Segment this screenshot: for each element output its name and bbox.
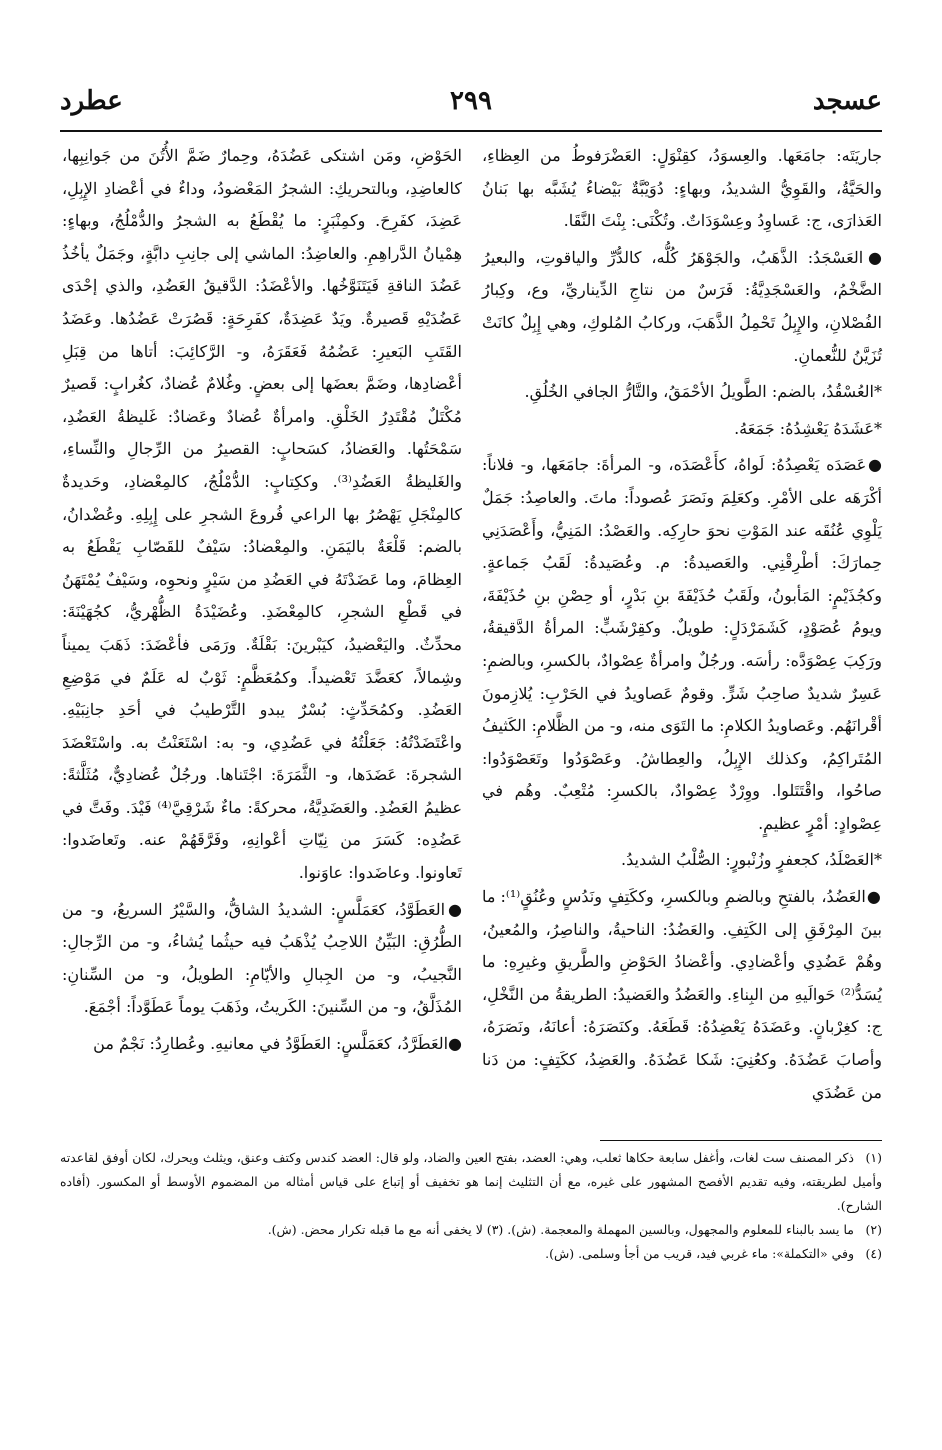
left-column [62, 140, 463, 1054]
header-left-word: عطرد [60, 86, 123, 116]
entry-atarrad: ●العَطَرَّدُ، كعَمَلَّسٍ: العَطَوَّدُ في معانيهِ. وعُطارِدُ: نَجْمٌ من [93, 1034, 462, 1054]
entry-asjad: ●العَسْجَدُ: الذَّهَبُ، والجَوْهَرُ كُلُّه، كالدُّرِّ والياقوتِ، والبعيرُ الضَّخْمُ، والعَسْجَدِيَّةُ: فَرَسٌ من نتاجِ الدِّيناريِّ، وع، وكِبارُ الفُصْلانِ، والإِبِلُ تَحْمِلُ الذَّهَبَ، وركابُ المُلوكِ، وهي إِبِلٌ كانَتْ تُزَيَّنُ للنُّعمانِ. [482, 247, 882, 365]
footnote [60, 1242, 882, 1266]
entry-asqud: *العُسْقُدُ، بالضم: الطَّويلُ الأحْمَقُ، والتَّارُّ الجافي الخُلُقِ. [524, 382, 882, 402]
entry-adud: ●العَضُدُ، بالفتحِ وبالضمِ وبالكسرِ، وككَتِفٍ ونَدُسٍ وعُنُقٍ⁽¹⁾: ما بينَ المِرْفَقِ إلى الكَتِفِ. والعَضُدُ: الناحيةُ، والناصِرُ، والمُعينُ، وهُمْ عَضُدِي وأعْضادِي. وأعْضادُ الحَوْضِ والطَّريقِ وغيرِهِ: ما يُسَدُّ⁽²⁾ حَوالَيهِ من البِناءِ. والعَضُدُ والعَضيدُ: الطريقةُ من النَّخْلِ، ج: كغِرْبانٍ. وعَضَدَهُ يَعْضِدُهُ: قَطَعَهُ. وكنَصَرَهُ: أعانَهُ، ونَصَرَهُ، وأصابَ عَضُدَهُ. وكعُنِيَ: شَكا عَضُدَهُ. والعَضِدُ، ككَتِفٍ: من دَنا من عَضُدَي [482, 887, 883, 1102]
footnote-number: (٤) [865, 1246, 882, 1261]
footnote-text: وفي «التكملة»: ماء غربي فيد، قريب من أجأ وسلمى. (ش). [545, 1246, 854, 1261]
footnote [60, 1146, 882, 1218]
entry-atawwad: ●العَطَوَّدُ، كعَمَلَّسٍ: الشديدُ الشاقُّ، والسَّيْرُ السريعُ، و- من الطُّرُقِ: البَيِّنُ اللاحِبُ يُذْهَبُ فيه حيثُما يُشاءُ، و- من الرِّجالِ: النَّجيبُ، و- من الجِبالِ والأيّامِ: الطويلُ، و- من السِّنانِ: المُذَلَّقُ، و- من السِّنينَ: الكَريتُ، وذَهَبَ يوماً عَطَوَّداً: أجْمَعَ. [62, 899, 462, 1017]
footnotes [60, 1146, 882, 1266]
footnote-number: (١) [865, 1150, 882, 1165]
page-number: ٢٩٩ [450, 86, 492, 116]
entry-asad: ●عَصَدَه يَعْصِدُهُ: لَواهُ، كأَعْصَدَه، و- المرأةَ: جامَعَها، و- فلاناً: أكْرَهَه على الأمْرِ. وكعَلِمَ ونَصَرَ عُصوداً: ماتَ. والعاصِدُ: جَمَلٌ يَلْوِي عُنُقَه عند المَوْتِ نحوَ حارِكِه. والعَصْدُ: المَنِيُّ، وأَعْصَدَنِي حِمارَكَ: أطْرِقْنِي. والعَصيدةُ: م. وعُصَيدةُ: لَقَبُ جَماعةٍ. وكجُذَيْمٍ: المَأبونُ، ولَقَبُ حُذَيْفَةَ بنِ بَدْرٍ، أو حِصْنِ بنِ حُذَيْفَةَ، ويومُ عُصَوْدٍ، كَشَمَرْدَلٍ: طويلٌ. وكقِرْشَبٍّ: المرأةُ الدَّقيقةُ، ورَكِبَ عِصْوَدَّه: رأسَه. ورجُلٌ وامرأةٌ عِصْوادٌ، بالكسرِ، وبالضمِ: عَسِرٌ شديدٌ صاحِبُ شَرٍّ. وقومٌ عَصاويدُ في الحَرْبِ: يُلازِمونَ أقْرانَهُم. وعَصاويدُ الكلامِ: ما التَوَى منه، و- من الظَّلامِ: الكَثيفُ المُتَراكِمُ، وكذلك الإِبِلُ، والعِطاشُ. وعَصْوَدُوا وتَعَصْوَدُوا: صاحُوا، واقْتَتَلوا. ووِرْدٌ عِصْوادٌ، بالكسرِ: مُتْعِبٌ. وهُم في عِصْوادٍ: أمْرٍ عظيمٍ. [482, 455, 882, 833]
page-header [60, 86, 882, 126]
footnote-text: ما يسد بالبناء للمعلوم والمجهول، وبالسين المهملة والمعجمة. (ش). (٣) لا يخفى أنه مع ما قبله تكرار محض. (ش). [267, 1222, 854, 1237]
header-rule [60, 130, 882, 132]
header-right-word: عسجد [812, 86, 882, 116]
footnote [60, 1218, 882, 1242]
footnote-rule [600, 1140, 882, 1141]
footnote-text: ذكر المصنف ست لغات، وأغفل سابعة حكاها ثعلب، وهي: العضد، بفتح العين والضاد، ولو قال: العضد كندس وكتف وعنق، ويثلث ويحرك، لكان أوفق لقاعدته وأميل لطريقته، وفيه تقديم الأفصح المشهور على غيره، مع أن التثليث إنما هو تخفيف أو إتباع على قياس أمثاله من المضموم الأوسط أو المكسور. (أفاده الشارح). [60, 1150, 882, 1213]
entry-asalad: *العَصْلَدُ، كجعفرٍ وزُنْبورٍ: الصُّلْبُ الشديدُ. [621, 850, 882, 870]
paragraph: جاريَتَه: جامَعَها. والعِسوَدُ، كقِنْوَلٍ: العَضْرَفوطُ من العِظاءِ، والحَيَّةُ، والقَوِيُّ الشديدُ، وبهاءٍ: دُوَيْبَّةٌ بَيْضاءُ يُشَبَّه بها بَنانُ العَذارَى، ج: عَساوِدُ وعِسْوَدَاتٌ. وتُكْنَى: بِنْتَ النَّقَا. [482, 146, 882, 231]
footnote-number: (٢) [865, 1222, 882, 1237]
paragraph: الحَوْضِ، ومَن اشتكى عَضُدَهُ، وحِمارٌ ضَمَّ الأُتُنَ من جَوانِبِها، كالعاضِدِ، وبالتحريكِ: الشجرُ المَعْضودُ، وداءٌ في أعْضادِ الإِبِلِ، عَضِدَ، كفَرِحَ. وكمِنْبَرٍ: ما يُقْطَعُ به الشجرُ والدُّمْلُجُ، وبهاءٍ: هِمْيانُ الدَّراهِمِ. والعاضِدُ: الماشي إلى جانِبِ دابَّةٍ، وجَمَلٌ يأخُذُ عَضُدَ الناقةِ فَيَتَنَوَّخُها. والأعْضَدُ: الدَّقيقُ العَضُدِ، والذي إحْدَى عَضُدَيْهِ قَصيرةٌ. ويَدٌ عَضِدَةٌ، كفَرِحَةٍ: قَصُرَتْ عَضُدُها. وعَضَدُ القَتَبِ البَعيرِ: عَضُمُهُ فَعَقَرَهُ، و- الرَّكائِبَ: أتاها من قِبَلِ أعْضادِها، وضَمَّ بعضَها إلى بعضٍ. وغُلامٌ عُضادٌ، كغُرابٍ: قَصيرٌ مُكْتَلٌ مُقْتَدِرُ الخَلْقِ. وامرأةٌ عُضادٌ وعَضادٌ: غَليظةُ العَضُدِ، سَمْحَتُها. والعَضادُ، كسَحابٍ: القصيرُ من الرِّجالِ والنِّساءِ، والغَليظةُ العَضُدِ⁽³⁾. وككِتابٍ: الدُّمْلُجُ، كالمِعْضادِ، وحَديدةٌ كالمِنْجَلِ يَهْصُرُ بها الراعي فُروعَ الشجرِ على إِبِلِهِ. وعُضْدانُ، بالضم: قَلْعَةٌ باليَمَنِ. والمِعْضادُ: سَيْفٌ للقَصّابِ يَقْطَعُ به العِظامَ، وما عَضَدْتَهُ في العَضُدِ من سَيْرٍ ونحوِه، وسَيْفٌ يُمْتَهَنُ في قَطْعِ الشجرِ، كالمِعْضَدِ. وعُضَيْدَةُ الظُّهْريُّ، كجُهَيْنَةَ: محدِّثٌ. واليَعْضيدُ، كيَبْرينَ: بَقْلَةٌ. ورَمَى فأعْضَدَ: ذَهَبَ يميناً وشِمالاً، كعَضَّدَ تَعْضيداً. وكمُعَظَّمٍ: ثَوْبٌ له عَلَمٌ في مَوْضِعِ العَضُدِ. وكمُحَدِّثٍ: بُسْرٌ يبدو التَّرْطيبُ في أحَدِ جانِبَيْهِ. واعْتَضَدْتُهُ: جَعَلْتُهُ في عَضُدِي، و- به: اسْتَعَنْتُ به. واسْتَعْضَدَ الشجرةَ: عَضَدَها، و- الثَّمَرَةَ: اجْتَناها. ورجُلٌ عُضادِيٌّ، مُثَلَّثةً: عظيمُ العَضُدِ. والعَضَدِيَّةُ، محركةً: ماءٌ شَرْقِيَّ⁽⁴⁾ فَيْدَ. وفَتَّ في عَضُدِه: كَسَرَ من نِيّاتِ أعْوانِهِ، وفَرَّقَهُمْ عنه. وتَعاضَدوا: تَعاونوا. وعاضَدوا: عاوَنوا. [62, 146, 463, 883]
entry-ashad: *عَشَدَهُ يَعْشِدُهُ: جَمَعَهُ. [734, 418, 882, 438]
